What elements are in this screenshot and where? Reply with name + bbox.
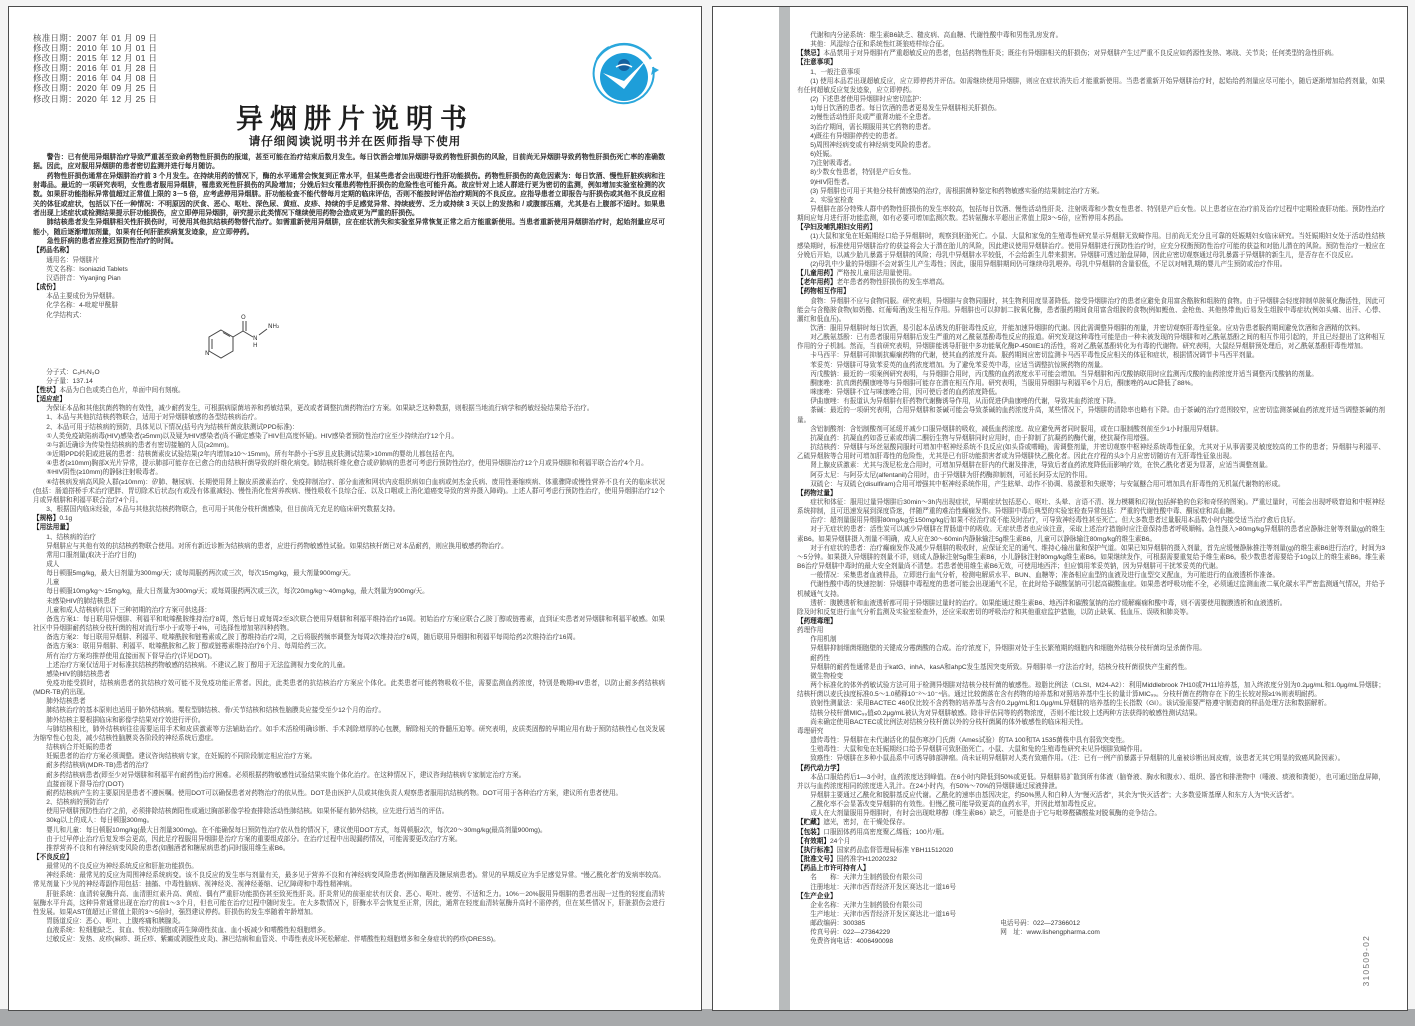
text-line: 抗凝血药：抗凝血药如香豆素或茚满二酮衍生物与异烟肼同时应用时，由于抑制了抗凝药的酶代谢，使抗凝作用增强。 bbox=[810, 434, 1154, 442]
section-header: 【药代动力学】 bbox=[797, 764, 844, 772]
text-line: 对于有症状的患者：治疗癫痫发作及减少异烟肼的吸收时，应保证充足的通气、维持心输出量和保护气道。如果已知异烟肼的摄入剂量，首先应缓慢静脉推注等剂量(g)的维生素B6进行治疗，时间为3～5分钟。如果摄入异烟肼的剂量不详，则成人静脉注射5g维生素B6，小儿静脉注射80mg/kg维生素B6。如果继续发作，可根据需要重复给予维生素B6。极少数患者需要给予10g以上的维生素B6。维生素B6治疗异烟肼中毒时的最大安全剂量尚不清楚。若患者使用维生素B6无效，可使用地西泮；但应慎用苯妥英钠，因为异烟肼可干扰苯妥英的代谢。 bbox=[797, 544, 1385, 571]
text-line: 药物性肝损伤通常在异烟肼治疗前 3 个月发生。在持续用药的情况下，酶的水平通常会恢复到正常水平，但某些患者会出现进行性肝功能损伤。药物性肝损伤的高危因素为：每日饮酒、慢性肝脏疾病和注射毒品。最近的一项研究表明，女性患者服用异烟肼，罹患致死性肝损伤的风险增加；分娩后妇女罹患药物性肝损伤的危险性也可能升高。故应针对上述人群进行更为密切的监测，例如增加实验室检测的次数。如果肝功能指标异常值超过正常值上限的 3－5 倍，应考虑停用异烟肼。肝功能检查不能代替每月定期的临床评估，否则不能按时评估治疗期间的不良反应。应指导患者立即报告与肝损伤或其他不良反应相关的体征或症状，包括以下任一种情况：不明原因的厌食、恶心、呕吐、深色尿、黄疸、皮疹、持续的手足感觉异常、持续疲劳、乏力或持续 3 天以上的发热和 / 或腹部压痛，尤其是右上腹部不适时。如果患者出现上述症状或检测结果提示肝功能损伤，应立即停用异烟肼，研究提示此类情况下继续使用药物会造成更为严重的肝损伤。 bbox=[33, 172, 665, 218]
section-header-line bbox=[797, 864, 1385, 873]
text-line: 对乙酰氨基酚：已有患者服用异烟肼后发生严重的对乙酰氨基酚毒性反应的报道。研究发现这种毒性可能是由一种未被发现的异烟肼和对乙酰氨基酚之间的相互作用引起的，并且已经提出了这种相互作用的分子机制。然而，当前研究表明，异烟肼能诱导肝脏中多功能氧化酶P-450IIE1的活性，将对乙酰氨基酚转化为有毒的代谢物。研究表明，大鼠经异烟肼预处理后，对乙酰氨基酚肝毒性增加。 bbox=[797, 334, 1385, 351]
text-line: 化学结构式： bbox=[46, 311, 86, 319]
text-line: 除及时和反复进行血气分析监测及实验室检查外，还应采取密切的呼吸治疗和其他重症监护措施，以防止缺氧、低血压、误吸和肺炎等。 bbox=[797, 608, 1193, 616]
text-line: 对于无症状的患者：活性炭可以减少异烟肼在胃肠道中的吸收。无症状患者也应该注意，采取上述治疗措施时应注意保持患者呼吸顺畅。急性摄入>80mg/kg异烟肼的患者应静脉注射等剂量(g)的维生素B6。如果异烟肼摄入剂量不明确，成人应在30～60min内静脉输注5g维生素B6，儿童可以静脉输注80mg/kg的维生素B6。 bbox=[797, 526, 1385, 543]
text-line: 3)治疗期间，需长期服用其它药物的患者。 bbox=[810, 123, 935, 131]
section-header: 【成份】 bbox=[33, 284, 60, 292]
text-line: 妊娠患者的治疗方案必须调整。建议咨询结核病专家，在妊娠的不同阶段制定相应治疗方案。 bbox=[46, 753, 317, 761]
section-header-line bbox=[797, 58, 1385, 67]
text-line: 推荐营养不良和有神经病变风险的患者(如酗酒者和糖尿病患者)同时服用维生素B6。 bbox=[46, 844, 290, 852]
print-control-code: 310509-02 bbox=[1361, 934, 1371, 986]
text-line: 由于过早停止治疗后复发率会更高，因此足疗程服用异烟肼是治疗方案的重要组成部分。在治疗过程中出现漏药情况，可能需要更改治疗方案。 bbox=[46, 835, 462, 843]
text-line: 使用异烟肼预防性治疗之前，必须排除结核菌阳性或通过胸部影像学检查排除活动性肺结核。如果怀疑有肺外结核，应先进行适当的评估。 bbox=[46, 808, 449, 816]
section-header: 【贮藏】 bbox=[797, 819, 824, 827]
text-line: 儿童和成人结核病有以下三种初期的治疗方案可供选择： bbox=[46, 606, 212, 614]
section-header-line: 【执行标准】国家药品监督管理局标准 YBH11512020 bbox=[797, 846, 954, 854]
section-header-line: 【规格】0.1g bbox=[33, 515, 73, 523]
section-header: 【规格】 bbox=[33, 515, 60, 523]
text-line: 尚未确定使用BACTEC或比例法对结核分枝杆菌以外的分枝杆菌属的体外敏感性的临床相关性。 bbox=[810, 718, 1088, 726]
text-line: (2) 下述患者使用异烟肼时应密切监护： bbox=[810, 96, 926, 104]
approval-dates-block bbox=[33, 33, 157, 104]
page-subtitle: 请仔细阅读说明书并在医师指导下使用 bbox=[248, 136, 462, 148]
text-line: 肺结核患者发生异烟肼相关性肝损伤时，可使用其他抗结核药物替代治疗。如需重新使用异烟肼，应在症状消失和实验室异常恢复正常之后方能重新使用。当患者重新使用异烟肼治疗时，起始剂量应尽可能小，随后逐渐增加剂量，如果有任何肝脏疾病复发迹象，应立即停药。 bbox=[33, 219, 665, 236]
contact-right: 网 址：www.lishengpharma.com bbox=[1000, 929, 1100, 937]
text-line: 代谢和内分泌系统：维生素B6缺乏、糙皮病、高血糖、代谢性酸中毒和男性乳房发育。 bbox=[810, 32, 1063, 39]
text-line: 成人在大剂量服用异烟肼时，有时会出现吡哆醇（维生素B6）缺乏，可能是由于它与吡哆醛磷酸盐对脱氧酶的竞争结合。 bbox=[810, 810, 1162, 818]
text-line: 化学名称：4-吡啶甲酰肼 bbox=[46, 302, 118, 310]
section-header: 【适应症】 bbox=[33, 396, 66, 404]
section-header-line: 【有效期】24个月 bbox=[797, 837, 851, 845]
text-line: 本品主要成份为异烟肼。 bbox=[46, 293, 119, 301]
text-line: 英文名称：Isoniazid Tablets bbox=[46, 265, 128, 273]
section-header-line bbox=[33, 283, 665, 292]
section-header: 【不良反应】 bbox=[33, 853, 73, 861]
text-line: 企业名称：天津力生制药股份有限公司 bbox=[810, 901, 923, 909]
section-header: 【药理毒理】 bbox=[797, 618, 837, 625]
text-line: 9)HIV阳性者。 bbox=[810, 178, 854, 186]
text-line: 神经系统：最常见的反应为周围神经系统病变。该不良反应的发生率与剂量有关，最多见于营养不良和有神经病变风险患者(例如酗酒及糖尿病患者)。常见的早期反应为手足感觉异常。“慢乙酰化者”的发病率较高。常见剂量下少见的神经毒副作用包括：抽搐、中毒性脑病、视神经炎、视神经萎缩、记忆障碍和中毒性精神病。 bbox=[33, 872, 665, 889]
text-line: (1) 使用本品若出现超敏反应，应立即停药并评估。如需继续使用异烟肼，则应在症状消失后才能重新使用。当患者重新开始异烟肼治疗时，起始给药剂量应尽可能小，随后逐渐增加给药剂量，如果有任何超敏反应复发迹象，应立即停药。 bbox=[797, 77, 1385, 94]
leaflet-page-back bbox=[712, 6, 1408, 1011]
front-sections bbox=[33, 246, 665, 944]
svg-text:NH₂: NH₂ bbox=[268, 322, 280, 330]
text-line: 生殖毒性：大鼠和兔在妊娠期经口给予异烟肼可致胚胎死亡。小鼠、大鼠和兔的生殖毒性研究未见异烟肼致畸作用。 bbox=[810, 746, 1147, 754]
text-line: 肺外结核患者 bbox=[46, 698, 86, 706]
contact-left: 邮政编码：300385 bbox=[810, 920, 866, 928]
date-line: 修改日期：2015 年 12 月 01 日 bbox=[33, 53, 158, 64]
text-line: 备选方案2：每日联用异烟肼、利福平、吡嗪酰胺和链霉素或乙胺丁醇维持治疗2周，之后将服药频率调整为每周2次维持治疗6周，随后联用异烟肼和利福平每周给药2次维持治疗16周。 bbox=[46, 634, 580, 642]
date-line: 修改日期：2020 年 12 月 25 日 bbox=[33, 93, 158, 104]
text-line: 感染HIV的肺结核患者 bbox=[46, 670, 110, 678]
text-line: 异烟肼主要通过乙酰化和脱肼基反应代谢。乙酰化的速率由基因决定，约50%黑人和白种人为“慢灭活者”，其余为“快灭活者”；大多数爱斯基摩人和东方人为“快灭活者”。 bbox=[810, 791, 1299, 799]
contact-line bbox=[797, 919, 1385, 928]
text-line: 乙酰化率不会显著改变异烟肼的有效性。但慢乙酰可能导致更高的血药水平，并因此增加毒性反应。 bbox=[810, 801, 1101, 809]
text-line: 4)既往有异烟肼停药史的患者。 bbox=[810, 132, 902, 140]
text-line: 药理作用 bbox=[797, 627, 824, 635]
text-line: 异烟肼在部分特殊人群中药物性肝损伤的发生率较高，包括每日饮酒、慢性活动性肝炎、注射吸毒和少数女性患者、特别是产后女性。以上患者应在治疗前及治疗过程中定期检查肝功能。预防性治疗期间应每月进行肝功能监测，如有必要可增加监测次数。若转氨酶水平超出正常值上限3～5倍，应暂停用本药品。 bbox=[797, 205, 1385, 223]
text-line: 作用机制 bbox=[810, 636, 837, 644]
section-header: 【注意事项】 bbox=[797, 59, 837, 67]
text-line: 分子量：137.14 bbox=[46, 377, 93, 385]
text-line: 7)注射吸毒者。 bbox=[810, 160, 856, 168]
text-line: 成人 bbox=[46, 560, 60, 568]
text-line: 6)妊娠。 bbox=[810, 151, 836, 159]
contact-left: 免费咨询电话：4006490098 bbox=[810, 938, 894, 946]
section-header: 【孕妇及哺乳期妇女用药】 bbox=[797, 224, 877, 232]
text-line: 2)慢性活动性肝炎或严重肾功能不全患者。 bbox=[810, 114, 935, 122]
text-line: 肺外结核主要根据临床和影像学结果对疗效进行评价。 bbox=[46, 716, 205, 724]
svg-text:H: H bbox=[253, 341, 258, 349]
text-line: 为保证本品和其他抗菌药物的有效性，减少耐药发生，可根据病原菌培养和药敏结果，更改或者调整抗菌药物治疗方案。如果缺乏这种数据，则根据当地流行病学和药敏经验结果给予治疗。 bbox=[46, 405, 594, 413]
section-header-line bbox=[33, 523, 665, 532]
text-line: 急性肝病的患者应推迟预防性治疗的时间。 bbox=[46, 238, 178, 246]
text-line: 抗结核药：异烟肼与环丝氨酸同服时可增加中枢神经系统不良反应(如头昏或嗜睡)，需调整剂量，并密切观察中枢神经系统毒性征象，尤其对于从事需要灵敏度较高的工作的患者；异烟肼与利福平、乙硫异烟胺等合用时可增加肝毒性的危险性，尤其是已有肝功能损害者或为异烟肼快乙酰化者。因此在疗程的头3个月应密切随访有无肝毒性征象出现。 bbox=[797, 444, 1385, 461]
section-header-line: 【贮藏】遮光，密封，在干燥处保存。 bbox=[797, 819, 910, 827]
text-line: 1、结核病的治疗 bbox=[46, 533, 97, 541]
text-line: 1、一般注意事项 bbox=[810, 68, 861, 76]
text-line: (3) 异烟肼也可用于其他分枝杆菌感染的治疗，需根据菌种鉴定和药物敏感实验的结果制定治疗方案。 bbox=[810, 187, 1104, 195]
date-line: 修改日期：2010 年 10 月 01 日 bbox=[33, 43, 158, 54]
text-line: 结核分枝杆菌MIC₉₉值≤0.2μg/mL被认为对异烟肼敏感。除非评估同等的药物浓度，否则不能比较上述两种方法获得的敏感性测试结果。 bbox=[810, 709, 1202, 717]
text-line: ④患者(≥10mm)胸部X光片异常，提示肺部可能存在已愈合的由结核杆菌导致的纤维化病变。肺结核纤维化愈合或矽肺病的患者可考虑行预防性治疗，使用异烟肼治疗12个月或异烟肼和利福平联合治疗4个月。 bbox=[46, 460, 648, 468]
text-line: 2、结核病的预防治疗 bbox=[46, 799, 110, 807]
section-header: 【老年用药】 bbox=[797, 279, 837, 287]
text-line: 本品口服给药后1—3小时，血药浓度达到峰值。在6小时内降低到50%或更低。异烟肼易扩散到所有体液（脑脊液、胸水和腹水）、组织、器官和排泄物中（唾液、痰液和粪便），也可通过胎盘屏障，并以与血药浓度相同的浓度进入乳汁。在24小时内，有50%～70%的异烟肼通过尿液排泄。 bbox=[797, 773, 1385, 790]
text-line: 微生物检变 bbox=[810, 672, 844, 680]
section-header-line bbox=[33, 395, 665, 404]
contact-right bbox=[1000, 937, 1385, 946]
text-line: 过敏反应：发热、皮疹(麻疹、斑丘疹、紫癜或剥脱性皮炎)、淋巴结病和血管炎、中毒性表皮坏死松解症、伴嗜酸性粒细胞增多和全身症状的药疹(DRESS)。 bbox=[46, 936, 500, 944]
text-line: 治疗：超剂量服用异烟肼80mg/kg至150mg/kg后如果不经治疗或不能及时治疗，可导致神经毒性甚至死亡。但大多数患者过量服用本品数小时内接受适当治疗愈后良好。 bbox=[810, 517, 1300, 525]
text-line: 卡马西平：异烟肼可抑制抗癫痫药物的代谢，使其血药浓度升高。服药期间应密切监测卡马西平毒性反应相关的体征和症状，根据情况调节卡马西平剂量。 bbox=[810, 352, 1259, 360]
text-line: 分子式：C₆H₇N₃O bbox=[46, 368, 100, 376]
section-header: 【生产企业】 bbox=[797, 892, 837, 900]
text-line: 茶碱：最近的一项研究表明，合用异烟肼和茶碱可能会导致茶碱的血药浓度升高，某些情况下，异烟肼的清除率也略有下降。由于茶碱的治疗范围较窄，应密切监测茶碱血药浓度并适当调整茶碱的剂量。 bbox=[797, 407, 1385, 424]
section-header-line: 【性状】本品为白色或类白色片，单面中间有刻痕。 bbox=[33, 387, 185, 394]
text-line: 耐多药结核病(MDR-TB)患者的治疗 bbox=[46, 762, 149, 770]
section-header: 【包装】 bbox=[797, 828, 824, 836]
text-line: 丙戊酸钠：最近的一项案例研究表明，与异烟肼合用时，丙戊酸的血药浓度水平可能会增加。当异烟肼和丙戊酸钠联用时应监测丙戊酸的血药浓度并适当调整丙戊酸钠的剂量。 bbox=[810, 370, 1318, 378]
text-line: 两个标准化的体外药敏试验方法可用于检测异烟肼对结核分枝杆菌的敏感性。琼脂比例法（CLSI、M24-A2）：利用Middlebrook 7H10或7H11培养基，加入终浓度分别为0.2μg/mL和1.0μg/mL异烟肼；结核杆菌以麦氏浊度标准0.5～1.0稀释10⁻²～10⁻⁴倍。通过比较菌落在含有药物的培养基和对照培养基中生长的量计算MIC₉₉。分枝杆菌在药物存在下的生长较对照≥1%则表明耐药。 bbox=[797, 682, 1385, 699]
text-line: 双硫仑：与双硫仑(disulfiram)合用可增强其中枢神经系统作用，产生眩晕、动作不协调、易激惹和失眠等；与安氟醚合用可增加具有肝毒性的无机氟代谢物的形成。 bbox=[810, 480, 1285, 488]
text-line: 饮酒：服用异烟肼时每日饮酒，易引起本品诱发的肝脏毒性反应，并能加速异烟肼的代谢。因此需调整异烟肼的剂量，并密切观察肝毒性征象。应劝告患者服药期间避免饮酒和含酒精的饮料。 bbox=[810, 325, 1365, 332]
text-line: 2、实验室检查 bbox=[810, 196, 854, 204]
text-line: 汉语拼音：Yiyanjing Pian bbox=[46, 274, 121, 282]
text-line: 酮康唑：抗真菌药酮康唑等与异烟肼可能存在潜在相互作用。研究表明，当服用异烟肼与利福平6个月后，酮康唑的AUC降低了88%。 bbox=[810, 379, 1198, 387]
section-header: 【执行标准】 bbox=[797, 846, 837, 854]
text-line: 备选方案3：联用异烟肼、利福平、吡嗪酰胺和乙胺丁醇或链霉素维持治疗6个月、每周给药三次。 bbox=[46, 643, 331, 651]
text-line: 8)少数女性患者，特别是产后女性。 bbox=[810, 169, 915, 177]
paper-edge-shadow bbox=[779, 7, 790, 1010]
text-line: 警告：已有使用异烟肼治疗导致严重甚至致命药物性肝损伤的报道，甚至可能在治疗结束后数月发生。每日饮酒会增加异烟肼导致药物性肝损伤的风险，目前尚无异烟肼导致药物性肝损伤死亡率的准确数据。因此，应对服用异烟肼的患者密切监测并进行每月随访。 bbox=[33, 154, 665, 171]
text-line: 直接面视下督导治疗(DOT) bbox=[46, 780, 124, 788]
scanner-bed bbox=[0, 1009, 1415, 1026]
contact-left: 传真号码：022—27364229 bbox=[810, 929, 891, 937]
section-header: 【药品名称】 bbox=[33, 247, 73, 255]
section-header-line bbox=[797, 287, 1385, 296]
text-line: 其他：风湿综合征和系统性红斑狼疮样综合征。 bbox=[810, 41, 949, 49]
section-header-line: 【禁忌】本品禁用于对异烟肼有严重超敏反应的患者，包括药物性肝炎；既往有异烟肼相关的肝损伤；对异烟肼产生过严重不良反应如药源性发热、寒战、关节炎；任何类型的急性肝病。 bbox=[797, 50, 1338, 58]
text-line: 耐药结核病产生的主要原因是患者不遵医嘱。使用DOT可以确保患者对药物治疗的依从性。DOT是由医护人员或其他负责人观察患者服用抗结核药物。DOT可用于各种治疗方案，建议所有患者使用。 bbox=[46, 789, 623, 797]
contact-right: 电话号码：022—27366012 bbox=[1000, 920, 1081, 928]
text-line: 胃肠道反应：恶心、呕吐、上腹疼痛和胰腺炎。 bbox=[46, 918, 185, 926]
text-line: 症状和体征：服用过量异烟肼后30min～3h内出现症状，早期症状包括恶心、呕吐、头晕、言语不清、视力模糊和幻视(包括鲜艳的色彩和奇怪的图案)。严重过量时，可能会出现呼吸窘迫和中枢神经系统抑制，且可迅速发展到深度昏迷，伴随严重的难治性癫痫发作。异烟肼中毒后典型的实验室检查异常包括：严重的代谢性酸中毒、酮尿症和高血糖。 bbox=[797, 498, 1385, 516]
text-line: 耐药性 bbox=[810, 654, 830, 662]
text-line: 代谢性酸中毒的快速控制：异烟肼中毒程度的患者可能会出现通气不足，在此时给予碳酸氢钠可引起高碳酸血症。如果患者呼吸功能不全，必须通过监测血液二氧化碳水平严密监测通气情况，并给予机械通气支持。 bbox=[797, 581, 1385, 598]
text-line: ⑥结核病发病高风险人群(≥10mm)：矽肺、糖尿病、长期使用肾上腺皮质激素治疗、免疫抑制治疗、部分血液和网状内皮组织病如白血病或何杰金氏病、废用性萎缩疾病、体重骤降或慢性营养不良有关的临床状况(包括：肠道搭桥手术治疗肥胖、胃切除术后状态(有或没有体重减轻)、慢性消化性营养疾病、慢性吸收不良综合征、以及口咽或上消化道癌变导致的营养摄入障碍)。上述人群可考虑行预防性治疗，使用异烟肼治疗12个月或异烟肼和利福平联合治疗4个月。 bbox=[33, 478, 665, 504]
text-line: 名 称：天津力生制药股份有限公司 bbox=[810, 874, 923, 882]
section-header: 【药品上市许可持有人】 bbox=[797, 865, 870, 873]
text-line: 1、本品与其他抗结核药物联合，适用于对异烟肼敏感的各型结核病治疗。 bbox=[46, 414, 261, 422]
section-header-line bbox=[797, 489, 1385, 498]
text-line: 生产地址：天津市西青经济开发区赛达北一道16号 bbox=[810, 911, 956, 918]
section-header-line: 【批准文号】国药准字H12020232 bbox=[797, 856, 898, 864]
section-header-line bbox=[797, 764, 1385, 773]
text-line: 3、根据国内临床经验，本品与其他抗结核药物联合，也可用于其他分枝杆菌感染，但目前尚无充足的临床研究数据支持。 bbox=[46, 506, 400, 514]
text-line: 血液系统：粒细胞缺乏、贫血、铁粒幼细胞或再生障碍性贫血、血小板减少和嗜酸性粒细胞增多。 bbox=[46, 927, 330, 935]
text-line: 食物：异烟肼不应与食物同服。研究表明，异烟肼与食物同服时，其生物利用度显著降低。接受异烟肼治疗的患者应避免食用富含酪胺和组胺的食物。由于异烟肼会轻度抑制单胺氧化酶活性，因此可能会与含酪胺食物(如奶酪、红葡萄酒)发生相互作用。异烟肼也可以抑制二胺氧化酶，患者服药期间食用富含组胺的食物(例如鲣鱼、金枪鱼、其他热带鱼)后易发生组胺中毒症状(例如头痛、出汗、心悸、潮红和低血压)。 bbox=[797, 297, 1385, 323]
text-line: ①人类免疫缺陷病毒(HIV)感染者(≥5mm)以及疑为HIV感染者(尚不确定感染了HIV但高度怀疑)。HIV感染者预防性治疗应至少持续治疗12个月。 bbox=[46, 432, 458, 440]
section-header-line bbox=[797, 223, 1385, 232]
leaflet-page-front bbox=[8, 6, 702, 1011]
text-line: 异烟肼的耐药性通常是由于katG、inhA、kasA和ahpC发生基因突变所致。异烟肼单一疗法治疗时，结核分枝杆菌很快产生耐药性。 bbox=[810, 663, 1191, 671]
text-line: ②与新近确诊为传染性结核病的患者有密切接触的人员(≥2mm)。 bbox=[46, 441, 234, 449]
svg-text:N: N bbox=[253, 334, 258, 342]
section-header-line: 【儿童用药】严格按儿童用法用量使用。 bbox=[797, 270, 916, 278]
text-line: 婴儿和儿童：每日顿服10mg/kg(最大日剂量300mg)。在不能确保每日预防性治疗依从性的情况下，建议使用DOT方式，每周顿服2次，每次20～30mg/kg(最高剂量900mg)。 bbox=[46, 826, 547, 834]
section-header-line bbox=[797, 617, 1385, 626]
text-line: 肝脏系统：血清转氨酶升高、血清胆红素升高、黄疸、偶有严重肝功能损伤甚至致死性肝炎。肝炎常见的前驱症状有厌食、恶心、呕吐、疲劳、不适和乏力。10%－20%服用异烟肼的患者出现一过性的轻度血清转氨酶水平升高，这种异常通常出现在治疗的前1～3个月，但也可能在治疗过程中随时发生。在大多数情况下，肝酶水平会恢复至正常，因此，通常在轻度血清转氨酶升高时不需停药，但在某些情况下，肝脏损伤会进行性发展。如果AST值超过正常值上限的3～5倍时，强烈建议停药。肝损伤的发生率随着年龄增加。 bbox=[33, 890, 665, 916]
date-line: 核准日期：2007 年 01 月 09 日 bbox=[33, 33, 158, 43]
text-line: 毒理研究 bbox=[797, 727, 824, 735]
text-line: 苯妥英：异烟肼可导致苯妥英的血药浓度增加。为了避免苯妥英中毒，应适当调整抗惊厥药物的剂量。 bbox=[810, 361, 1107, 369]
text-line: ③近期PPD转阳或进展的患者：结核菌素皮试验结果(2年内增加≥10～15mm)。所有年龄小于5岁且皮肤测试结果>10mm的婴幼儿都包括在内。 bbox=[46, 451, 459, 459]
section-header-line bbox=[33, 853, 665, 862]
text-line: 与肺结核相比，肺外结核病往往需要运用手术和皮质激素等方法辅助治疗。如手术活检明确诊断、手术剥除增厚的心包膜，解除相关的脊髓压迫等。研究表明，皮质类固醇的早期应用有助于预防结核性心包炎发展为缩窄性心包炎，减少结核性脑膜炎各阶段的神经系统后遗症。 bbox=[33, 725, 665, 742]
text-line: 伊曲康唑：有报道认为异烟肼有肝药物代谢酶诱导作用，从而促进伊曲康唑的代谢，导致其血药浓度下降。 bbox=[810, 398, 1121, 406]
text-line: 异烟肼抑制细菌细胞壁的关键成分霉菌酸的合成。治疗浓度下，异烟肼对处于生长繁殖期的细胞内和细胞外结核分枝杆菌均呈杀菌作用。 bbox=[810, 645, 1206, 653]
front-page-body bbox=[33, 153, 665, 945]
boxed-warning bbox=[33, 153, 665, 246]
text-line: 2、本品可用于结核病的预防，具体见以下情况(括号内为结核杆菌皮肤测试PPD标准)： bbox=[46, 423, 299, 431]
text-line: 含铝制酸剂：含铝制酸剂可延缓并减少口服异烟肼的吸收，减低血药浓度。故应避免两者同时服用，或在口服制酸剂前至少1小时服用异烟肼。 bbox=[810, 425, 1223, 433]
text-line: 异烟肼应与其他有效的抗结核药物联合使用。对所有新近诊断为结核病的患者，应进行药物敏感性试验。如果结核杆菌已对本品耐药，则应换用敏感药物治疗。 bbox=[46, 542, 508, 550]
contact-line bbox=[797, 937, 1385, 946]
text-line: 常用口服剂量(取决于治疗目的) bbox=[46, 551, 137, 559]
text-line: 儿童 bbox=[46, 579, 60, 587]
text-line: 5)周围神经病变或有神经病变风险的患者。 bbox=[810, 141, 935, 149]
text-line: 上述治疗方案仅适用于对标准抗结核药物敏感的结核病。不建议乙胺丁醇用于无法监测视力变化的儿童。 bbox=[46, 661, 350, 669]
section-header: 【禁忌】 bbox=[797, 50, 824, 58]
text-line: 放射性测量法：采用BACTEC 460仪比较不含药物的培养基与含有0.2μg/mL和1.0μg/mL异烟肼的培养基的生长指数（GI）。该试验需要严格遵守制造商的样品处理方法和数据解析。 bbox=[810, 700, 1331, 708]
date-line: 修改日期：2020 年 09 月 25 日 bbox=[33, 83, 158, 94]
text-line: 一般情况：采集患者血液样品，立即进行血气分析，检测电解质水平、BUN、血糖等；准备相应血型的血液及进行血型交叉配血，为可能进行的血液透析作准备。 bbox=[810, 572, 1280, 580]
section-header: 【批准文号】 bbox=[797, 856, 837, 864]
text-line: 注册地址：天津市西青经济开发区赛达北一道16号 bbox=[810, 883, 956, 891]
section-header: 【儿童用药】 bbox=[797, 270, 837, 278]
section-header: 【用法用量】 bbox=[33, 524, 73, 532]
section-header: 【有效期】 bbox=[797, 837, 830, 845]
text-line: 免疫功能受损时，结核病患者的抗结核疗效可能不及免疫功能正常者。因此，此类患者的抗结核治疗方案应个体化。此类患者可能药物吸收不佳，需要监测血药浓度，特别是晚期HIV患者，以防止耐多药结核病(MDR-TB)的出现。 bbox=[33, 680, 665, 697]
text-line: (1)大鼠和家兔在妊娠期经口给予异烟肼时，观察到胚胎死亡。小鼠、大鼠和家兔的生殖毒性研究显示异烟肼无致畸作用。目前尚无充分且可靠的妊娠期妇女临床研究。当妊娠期妇女处于活动性结核感染期时，标准使用异烟肼治疗的获益将会大于潜在胎儿的风险，因此建议使用异烟肼治疗。使用异烟肼进行预防性治疗时，应充分权衡预防性治疗可能的获益和对胎儿潜在的风险。预防性治疗一般应在分娩后开始，以减少胎儿暴露于异烟肼的风险；母乳中异烟肼水平较低，不会给新生儿带来损害。异烟肼可透过胎盘屏障，因此应密切观察通过母乳暴露于异烟肼的新生儿，是否存在不良反应。 bbox=[797, 233, 1385, 259]
contact-line bbox=[797, 928, 1385, 937]
text-line: 30kg以上的成人：每日顿服300mg。 bbox=[46, 817, 154, 825]
back-page-body bbox=[797, 31, 1385, 947]
text-line: 未感染HIV的肺结核患者 bbox=[46, 597, 117, 605]
text-line: 每日顿服10mg/kg～15mg/kg，最大日剂量为300mg/天；或每周服药两次或三次，每次20mg/kg～40mg/kg，最大剂量为900mg/天。 bbox=[46, 588, 429, 596]
text-line: 备选方案1：每日联用异烟肼、利福平和吡嗪酰胺维持治疗8周，然后每日或每周2至3次联合使用异烟肼和利福平维持治疗16周。初始治疗方案应联合乙胺丁醇或链霉素，直到证实患者对异烟肼和利福平敏感。如果社区中异烟肼耐药结核分枝杆菌的相对流行率小于或等于4%，可选择性增加第四种药物。 bbox=[33, 615, 665, 633]
text-line: 肺结核治疗的基本原则也适用于肺外结核病。粟粒型肺结核、骨/关节结核和结核性脑膜炎应接受至少12个月的治疗。 bbox=[46, 707, 386, 715]
text-line: 阿芬太尼：与阿芬太尼(alfentanil)合用时，由于异烟肼为肝药酶抑制剂，可延长阿芬太尼的作用。 bbox=[810, 471, 1092, 479]
page-title: 异烟肼片说明书 bbox=[236, 104, 474, 134]
section-header: 【药物相互作用】 bbox=[797, 288, 850, 296]
text-line: 透析：腹膜透析和血液透析都可用于异烟肼过量时的治疗。如果能通过维生素B6、地西泮和碳酸氢钠的治疗缓解癫痫和酸中毒，则不需要使用腹膜透析和血液透析。 bbox=[810, 599, 1287, 607]
text-line: 最常见的不良反应为神经系统反应和肝脏功能损伤。 bbox=[46, 863, 198, 871]
text-line: 所有治疗方案均推荐使用直接面视下督导治疗(详见DOT)。 bbox=[46, 652, 217, 660]
text-line: ⑤HIV阴性(≥10mm)的静脉注射吸毒者。 bbox=[46, 469, 162, 477]
text-line: 1)每日饮酒的患者。每日饮酒的患者更易发生异烟肼相关肝损伤。 bbox=[810, 105, 1001, 113]
text-line: 咪康唑：异烟肼不宜与咪康唑合用，因可使后者的血药浓度降低。 bbox=[810, 389, 1002, 397]
section-header-line: 【包装】口服固体药用高密度聚乙烯瓶；100片/瓶。 bbox=[797, 828, 949, 836]
text-line: 遗传毒性：异烟肼在未代谢活化的鼠伤寒沙门氏菌（Ames试验）的TA 100和TA 1535菌株中具有弱致突变性。 bbox=[810, 737, 1129, 745]
section-header-line: 【老年用药】老年患者药物性肝损伤的发生率增高。 bbox=[797, 279, 949, 287]
svg-text:O: O bbox=[241, 313, 246, 321]
text-line: 致癌性：异烟肼在多种小鼠品系中可诱导肺部肿瘤。尚未证明异烟肼对人类有致癌作用。（注：已有一例产前暴露于异烟肼的儿童被诊断出间皮瘤，该患者无其它明显的致癌风险因素）。 bbox=[810, 755, 1345, 763]
section-header-line bbox=[33, 246, 665, 255]
text-line: 肾上腺皮质激素：尤其与泼尼松龙合用时，可增加异烟肼在肝内的代谢及排泄，导致后者血药浓度降低而影响疗效，在快乙酰化者更为显著，应适当调整剂量。 bbox=[810, 462, 1272, 470]
text-line: 耐多药结核病患者(即至少对异烟肼和利福平有耐药性)治疗困难。必须根据药物敏感性试验结果实施个体化治疗。在这种情况下，建议咨询结核病专家制定治疗方案。 bbox=[46, 771, 526, 779]
section-header: 【性状】 bbox=[33, 387, 60, 394]
text-line: 每日顿服5mg/kg，最大日剂量为300mg/天；或每周服药两次或三次，每次15mg/kg，最大剂量900mg/天。 bbox=[46, 570, 355, 578]
section-header: 【药物过量】 bbox=[797, 489, 837, 497]
text-line: (2)母乳中少量的异烟肼不会对新生儿产生毒性；因此，服用异烟肼期间仍可继续母乳喂养。母乳中异烟肼的含量很低，不足以对哺乳期的婴儿产生预防或治疗作用。 bbox=[810, 260, 1287, 268]
back-sections bbox=[797, 31, 1385, 947]
date-line: 修改日期：2016 年 04 月 08 日 bbox=[33, 73, 158, 84]
text-line: 通用名：异烟肼片 bbox=[46, 256, 99, 264]
date-line: 修改日期：2016 年 01 月 28 日 bbox=[33, 63, 158, 74]
text-line: 结核病合并妊娠的患者 bbox=[46, 744, 113, 752]
svg-text:N: N bbox=[205, 349, 210, 357]
section-header-line bbox=[797, 892, 1385, 901]
